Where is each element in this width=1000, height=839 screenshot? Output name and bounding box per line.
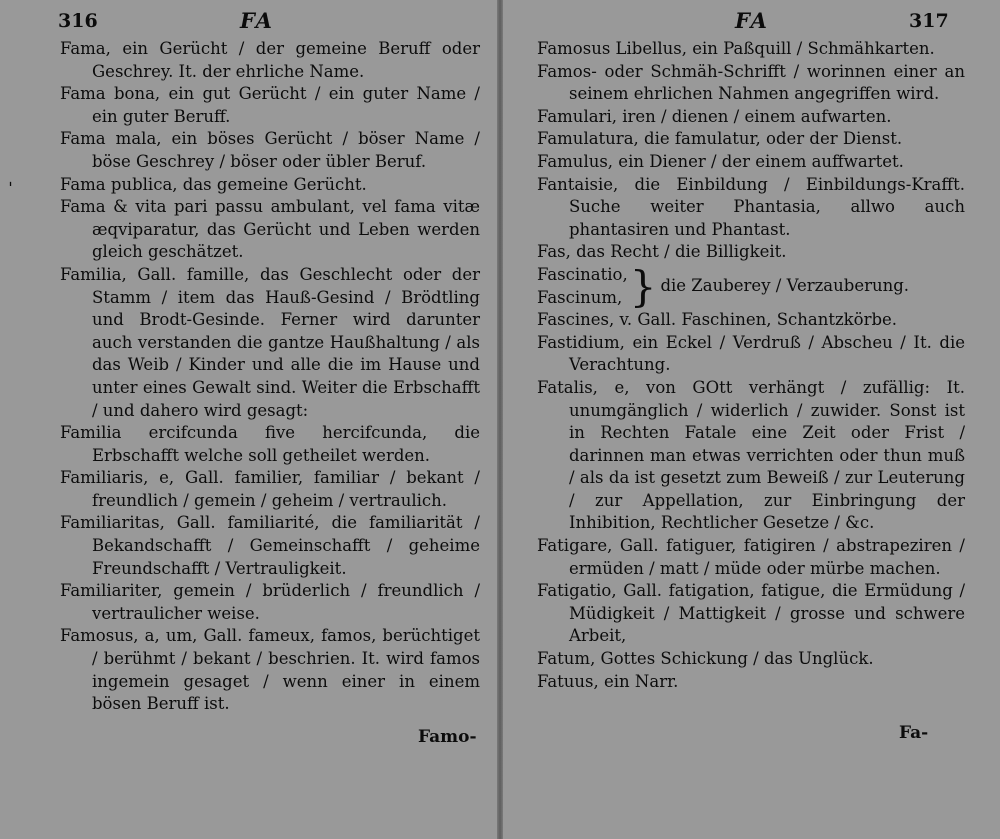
dictionary-entry: Fantaisie, die Einbildung / Einbildungs-Krafft. Suche weiter Phantasia, allwo auch phantasiren und Phantast. — [537, 174, 965, 239]
bracket-headword: Fascinatio, — [537, 264, 628, 284]
dictionary-entry: Fatum, Gottes Schickung / das Unglück. — [537, 649, 874, 669]
bracketed-entry — [537, 261, 965, 311]
dictionary-entry: Famulatura, die famulatur, oder der Dienst. — [537, 129, 903, 149]
bracket-headwords — [537, 264, 628, 309]
dictionary-entry: Fama mala, ein böses Gerücht / böser Name / böse Geschrey / böser oder übler Beruf. — [60, 129, 480, 171]
margin-mark: ˌ — [8, 168, 13, 189]
dictionary-entry: Famosus Libellus, ein Paßquill / Schmähkarten. — [537, 39, 935, 58]
dictionary-entry: Fama & vita pari passu ambulant, vel fama vitæ æqviparatur, das Gerücht und Leben werden gleich geschätzet. — [60, 197, 480, 262]
dictionary-entry: Fastidium, ein Eckel / Verdruß / Abscheu / It. die Verachtung. — [537, 332, 965, 375]
left-entry-list — [60, 38, 480, 716]
right-running-header: FA — [735, 8, 769, 33]
dictionary-entry: Fas, das Recht / die Billigkeit. — [537, 242, 787, 262]
right-page — [503, 0, 1000, 839]
dictionary-entry: Fascines, v. Gall. Faschinen, Schantzkörbe. — [537, 310, 898, 330]
dictionary-entry: Familia ercifcunda five hercifcunda, die Erbschafft welche soll getheilet werden. — [60, 423, 480, 465]
dictionary-entry: Famos- oder Schmäh-Schrifft / worinnen einer an seinem ehrlichen Nahmen angegriffen wird. — [537, 61, 965, 104]
bracket-gloss: die Zauberey / Verzauberung. — [660, 276, 910, 296]
dictionary-entry: Familia, Gall. famille, das Geschlecht oder der Stamm / item das Hauß-Gesind / Brödtling und Brodt-Gesinde. Ferner wird darunter auch verstanden die gantze Haußhaltung / als das Weib / Kinder und alle die im Hause und unter eines Gewalt sind. Weiter die Erbschafft / und dahero wird gesagt: — [60, 264, 480, 420]
dictionary-entry: Famosus, a, um, Gall. fameux, famos, berüchtiget / berühmt / bekant / beschrien. It. wird famos ingemein gesaget / wenn einer in einem bösen Beruff ist. — [60, 626, 480, 714]
dictionary-entry: Fama, ein Gerücht / der gemeine Beruff oder Geschrey. It. der ehrliche Name. — [60, 39, 480, 81]
left-running-header: FA — [240, 8, 274, 33]
dictionary-entry: Familiariter, gemein / brüderlich / freundlich / vertraulicher weise. — [60, 581, 480, 623]
right-catchword: Fa- — [899, 723, 929, 743]
left-catchword: Famo- — [418, 727, 477, 747]
left-page — [0, 0, 497, 839]
dictionary-entry: Familiaritas, Gall. familiarité, die familiarität / Bekandschafft / Gemeinschafft / geheime Freundschafft / Vertrauligkeit. — [60, 513, 480, 578]
dictionary-entry: Familiaris, e, Gall. familier, familiar / bekant / freundlich / gemein / geheim / vertraulich. — [60, 468, 480, 510]
bracket-headword: Fascinum, — [537, 287, 623, 307]
dictionary-entry: Fatigare, Gall. fatiguer, fatigiren / abstrapeziren / ermüden / matt / müde oder mürbe machen. — [537, 536, 965, 578]
curly-brace-icon: } — [629, 261, 657, 311]
dictionary-entry: Famulari, iren / dienen / einem aufwarten. — [537, 106, 892, 126]
dictionary-entry: Fatuus, ein Narr. — [537, 671, 679, 691]
right-entry-list — [537, 38, 965, 693]
left-page-number: 316 — [58, 10, 98, 32]
dictionary-entry: Fatalis, e, von GOtt verhängt / zufällig: It. unumgänglich / widerlich / zuwider. Sonst ist in Rechten Fatale eine Zeit oder Frist / darinnen man etwas verrichten oder thun muß / als da ist gesetzt zum Beweiß / zur Leuterung / zur Appellation, zur Einbringung der Inhibition, Rechtlicher Gesetze / &c. — [537, 377, 965, 533]
right-page-number: 317 — [909, 10, 949, 32]
dictionary-entry: Fama publica, das gemeine Gerücht. — [60, 174, 367, 194]
dictionary-entry: Fatigatio, Gall. fatigation, fatigue, die Ermüdung / Müdigkeit / Mattigkeit / grosse und schwere Arbeit, — [537, 581, 965, 646]
dictionary-entry: Fama bona, ein gut Gerücht / ein guter Name / ein guter Beruff. — [60, 84, 480, 126]
dictionary-entry: Famulus, ein Diener / der einem auffwartet. — [537, 151, 904, 171]
